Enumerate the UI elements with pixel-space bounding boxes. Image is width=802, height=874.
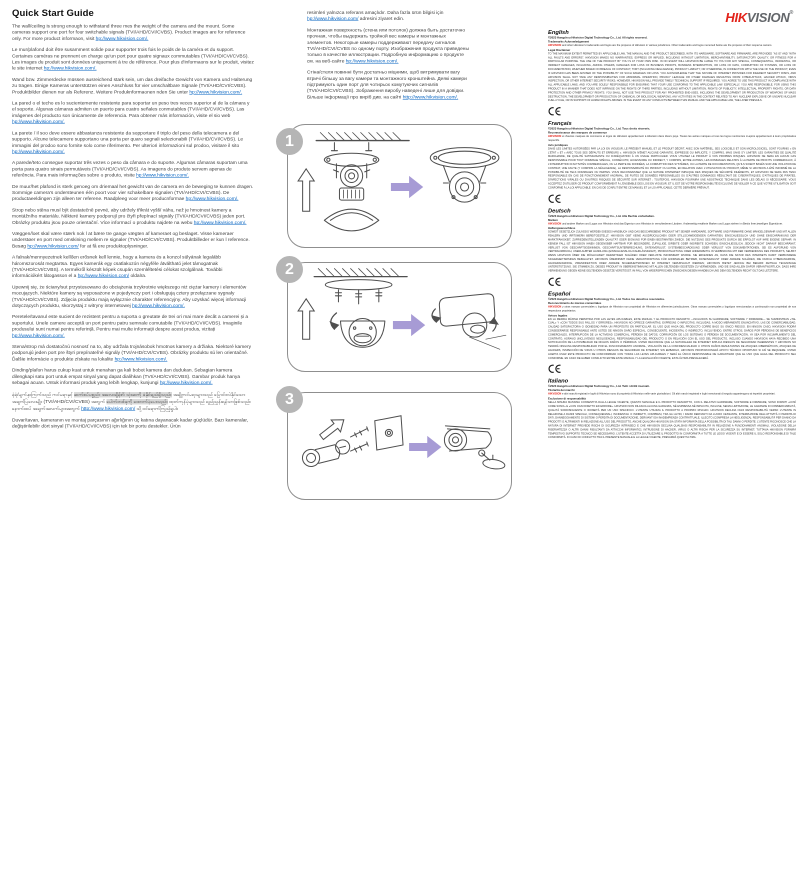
paragraph-text: Монтажная поверхность (стена или потолок) должна быть достаточно прочная, чтобы выдержать тройной вес камеры и монтажных элементов. Некоторые камеры поддерживают передачу сигналов TVI/AHD/CVI/CVBS по одному порту. Изображения продукта приведены только в качестве иллюстрации. Подробную информацию о продукте см. на веб-сайте [307, 27, 469, 64]
trademarks-note: HIKVISION and other Hikvision's trademarks and logos are the properes of Hikvision in various jurisdicons. Other trademarks and logos menoned below are the properes of their respecve owners. [548, 44, 773, 47]
legal-section-italian [548, 378, 796, 440]
legal-section-german [548, 208, 796, 287]
hikvision-link[interactable]: hp://www.hikvision.com/. [189, 89, 243, 95]
paragraph-danish [12, 231, 254, 250]
trademarks-note: HIKVISION e altri marchi registrati e loghi di Hikvision sono di proprietà di Hikvision nelle varie giurisdizioni. Gli altri marchi registrati e loghi menzionati di seguito appartengono ai rispettivi proprietari. [548, 392, 776, 396]
paragraph-indonesian [12, 368, 254, 387]
paragraph-text: Wand bzw. Zimmerdecke müssen ausreichend stark sein, um das dreifache Gewicht von Kamera und Halterung zu tragen. Einige Kameras unterstützen einen Anschluss für vier umschaltbare Signale (TVI/AHD/CVI/CVBS). Produktbilder dienen nur als Referenz. Weitere Produknformaonen nden Sie unter [12, 76, 253, 95]
paragraph-spanish [12, 101, 254, 126]
paragraph-italian [12, 130, 254, 155]
paragraph-portuguese [12, 160, 254, 179]
step-number-badge: 3 [276, 386, 303, 413]
paragraph-ukrainian [307, 70, 471, 101]
hikvision-link[interactable]: hp://www.hikvision.com/. [185, 196, 239, 202]
hikvision-link[interactable]: hp://www.hikvision.com/. [12, 332, 65, 339]
paragraph-romanian [12, 314, 254, 339]
hikvision-link[interactable]: hp://www.hikvision.com/. [159, 380, 213, 386]
registered-trademark-symbol: ® [789, 10, 793, 16]
paragraph-text: Peretele/tavanul este sucient de rezistent pentru a suporta o greutate de trei ori mai mare decât a camerei și a suportului. Unele camere acceptă un port pentru patru semnale comutabile (TVI/AHD/CVI/CVBS). Imaginile produsului sunt numai pentru referință. Pentru mai multe informații despre acest produs, vizitați [12, 314, 249, 333]
paragraph-hungarian [12, 255, 254, 280]
legal-disclaimer-text: SOWEIT GESETZLICH ZULÄSSIG WERDEN DIESES HANDBUCH UND DAS BESCHRIEBENE PRODUKT MIT SEINER HARDWARE, SOFTWARE UND FIRMWARE OHNE MÄNGELGEWÄHR UND MIT ALLEN FEHLERN UND IRRTÜMERN BEREITGESTELLT. HIKVISION GIBT KEINE AUSDRÜCKLICHEN ODER STILLSCHWEIGENDEN GARANTIEN, EINSCHLIESSLICH UND OHNE EINSCHRÄNKUNG DER MARKTFÄHIGKEIT, ZUFRIEDENSTELLENDEN QUALITÄT ODER EIGNUNG FÜR EINEN BESTIMMTEN ZWECK. DIE NUTZUNG DES PRODUKTS DURCH SIE ERFOLGT AUF IHRE EIGENE GEFAHR. IN KEINEM FALL IST HIKVISION IHNEN GEGENÜBER HAFTBAR FÜR BESONDERE, ZUFÄLLIGE, DIREKTE ODER INDIREKTE SCHÄDEN, EINSCHLIESSLICH, JEDOCH NICHT DARAUF BESCHRÄNKT, VERLUST VON GESCHÄFTSGEWINNEN, GESCHÄFTSUNTERBRECHUNG, DATENVERLUST, SYSTEMBESCHÄDIGUNG ODER VERLUST VON DOKUMENTATIONEN, SEI ES AUFGRUND VON VERTRAGSBRUCH, UNERLAUBTER HANDLUNG (EINSCHLIESSLICH FAHRLÄSSIGKEIT), PRODUKTHAFTUNG ODER ANDERWEITIG IN VERBINDUNG MIT DER VERWENDUNG DES PRODUKTS, SELBST WENN HIKVISION ÜBER DIE MÖGLICHKEIT DERARTIGER SCHÄDEN ODER VERLUSTE INFORMIERT WURDE. SIE ERKENNEN AN, DASS DIE NATUR DES INTERNETS DAMIT VERBUNDENE SICHERHEITSRISIKEN BEINHALTET. HIKVISION ÜBERNIMMT KEINE VERANTWORTUNG FÜR ANORMALEN BETRIEB, DATENVERLUST ODER ANDERE SCHÄDEN, DIE DURCH CYBERANGRIFFE, HACKERANGRIFFE, VIRENINFEKTION ODER ANDERE SICHERHEITSRISIKEN IM INTERNET VERURSACHT WERDEN; HIKVISION BIETET JEDOCH BEI BEDARF ZEITNAH TECHNISCHE UNTERSTÜTZUNG. SIE STIMMEN ZU, DIESES PRODUKT IN ÜBEREINSTIMMUNG MIT ALLEN GELTENDEN GESETZEN ZU VERWENDEN, UND SIE SIND ALLEIN DAFÜR VERANTWORTLICH, DASS IHRE VERWENDUNG GEGEN KEINE GELTENDEN GESETZE VERSTÖSST. IM FALL VON WIDERSPRÜCHEN ZWISCHEN DIESEM HANDBUCH UND DEM GELTENDEN RECHT GILT DAS LETZTERE. [548, 230, 796, 273]
paragraph-text: အချို့ကင်မရာများသည် ပြောင်းလဲနိုင်သော အချက်ပြလေးမျိုး (TVI/AHD/CVI/CVBS) အတွက် [12, 391, 246, 405]
paragraph-text: oldalra. [129, 273, 147, 279]
page-title: Quick Start Guide [12, 8, 94, 19]
next-step-arrow-icon [391, 176, 423, 198]
legal-disclaimer-heading: Esclusione di responsabilità [548, 397, 586, 401]
paragraph-english [12, 24, 254, 43]
hikvision-link[interactable]: hp://www.hikvision.com/. [345, 58, 399, 64]
copyright-line: ©2023 Hangzhou Hikvision Digital Technology Co., Ltd. Tous droits réservés. [548, 127, 651, 131]
paragraph-czech [12, 207, 254, 226]
legal-section-french [548, 121, 796, 204]
trademarks-note: HIKVISION y otras marcas comerciales y logotipos de Hikvision son propiedad de Hikvision en diferentes jurisdicciones. Otras marcas comerciales y logotipos mencionados a continuación son propiedad de sus respectivos propietarios. [548, 305, 796, 313]
legal-disclaimer-text: NELLA MISURA MASSIMA CONSENTITA DALLA LEGGE VIGENTE, QUESTO MANUALE E IL PRODOTTO DESCRITTO, CON IL RELATIVO HARDWARE, SOFTWARE E FIRMWARE, SONO FORNITI «COSÌ COME SONO» E «CON OGNI DIFETTO ED ERRORE». HIKVISION NON RILASCIA ALCUNA GARANZIA, NÉ ESPRESSA NÉ IMPLICITA, INCLUSE, SENZA LIMITAZIONE, LE GARANZIE DI COMMERCIABILITÀ, QUALITÀ SODDISFACENTE O IDONEITÀ PER UN USO SPECIFICO. L'UTENTE UTILIZZA IL PRODOTTO A PROPRIO RISCHIO. HIKVISION DECLINA OGNI RESPONSABILITÀ VERSO L'UTENTE IN RELAZIONE A DANNI SPECIALI, CONSEQUENZIALI, INCIDENTALI O INDIRETTI, COMPRESI, TRA GLI ALTRI, I DANNI DERIVANTI DA LUCRO CESSANTE, INTERRUZIONE DELL'ATTIVITÀ O PERDITA DI DATI, DANNEGGIAMENTO DI SISTEMI O PERDITA DI DOCUMENTAZIONE, DERIVANTI DA INADEMPIENZA CONTRATTUALE, ILLECITO (COMPRESA LA NEGLIGENZA), RESPONSABILITÀ PER DANNO DA PRODOTTI O ALTRIMENTI IN RELAZIONE ALL'USO DEL PRODOTTO, ANCHE QUALORA HIKVISION SIA STATA INFORMATA DELLA POSSIBILITÀ DI TALI DANNI O PERDITE. L'UTENTE RICONOSCE CHE LA NATURA DI INTERNET PREVEDE RISCHI DI SICUREZZA INTRINSECI E CHE HIKVISION DECLINA QUALSIASI RESPONSABILITÀ IN RELAZIONE A FUNZIONAMENTI ANOMALI, VIOLAZIONE DELLA RISERVATEZZA O ALTRI DANNI RISULTANTI DA ATTACCHI INFORMATICI, INTRUSIONE DI HACKER, VIRUS O ALTRI RISCHI PER LA SICUREZZA SU INTERNET; TUTTAVIA HIKVISION FORNIRÀ TEMPESTIVO SUPPORTO TECNICO SE NECESSARIO. L'UTENTE ACCETTA DI UTILIZZARE IL PRODOTTO IN CONFORMITÀ A TUTTE LE LEGGI VIGENTI E DI ESSERE IL SOLO RESPONSABILE DI TALE CONFORMITÀ. IN CASO DI CONFLITTO TRA IL PRESENTE MANUALE E LA LEGGE VIGENTE, PREVARRÀ QUEST'ULTIMA. [548, 401, 796, 440]
paragraph-text: A falnak/mennyezetnek kellően erősnek kell lennie, hogy a kamera és a konzol súlyának legalább háromszorosát megtartsa. Egyes kamerák egy csatlakozón négyféle átváltható jelet támogatnak (TVI/AHD/CVI/CVBS). A termékről készült képek csupán szemléltetési célokat szolgálnak. További információkért látogasson el a [12, 254, 223, 279]
paragraph-text: adresini ziyaret edin. [358, 16, 405, 22]
step-number-badge: 2 [276, 256, 303, 283]
paragraph-text: La pared o el techo es lo sucientemente resistente para soportar un peso tres veces superior al de la cámara y el soporte. Algunas cámaras admiten un puerto para cuatro señales conmutables (TVI/AHD/CVI/CVBS). Las imágenes del producto son únicamente de referencia. Para obtener más información, visite el sio web [12, 100, 250, 119]
language-heading: Français [548, 120, 572, 127]
legal-section-spanish [548, 291, 796, 374]
copyright-line: ©2023 Hangzhou Hikvision Digital Technology Co., Ltd. Todos los derechos reservados. [548, 298, 665, 302]
legal-column [548, 6, 796, 874]
language-heading: Italiano [548, 378, 569, 385]
hikvision-link[interactable]: hp://www.hikvision.com/ [77, 273, 130, 279]
paragraph-russian [307, 27, 471, 64]
paragraph-turkish [12, 417, 254, 429]
hikvision-link[interactable]: hp://www.hikvision.com/. [136, 172, 189, 179]
paragraph-text: Le mur/plafond doit être susamment solide pour supporter trois fois le poids de la caméra et du support. Certaines caméras ne prennent en charge qu'un port pour quatre signaux commutables (TVI/AHD/CVI/CVBS). Les images du produit sont données uniquement à tre de référence. Pour plus d'informaons sur le produit, visitez le site Internet [12, 47, 254, 72]
logo-hik-text: HIK [725, 10, 747, 25]
next-step-arrow-icon [409, 436, 441, 458]
paragraph-text: Duvar/tavan, kameranın ve montaj parçasının ağırlığının üç katına dayanacak kadar güçlüdür. Bazı kameralar, değiştirilebilir dört sinyal (TVI/AHD/CVI/CVBS) için tek bir portu destekler. Ürün [12, 417, 249, 430]
brand-name: HIKVISION [548, 222, 562, 226]
trademarks-heading: Trademarks Acknowledgement [548, 40, 590, 44]
paragraph-text: The wall/ceiling is strong enough to withstand three mes the weight of the camera and the mount. Some cameras support one port for four switchable signals (TVI/AHD/CVI/CVBS). Product images are for reference only. For more product informaon, visit [12, 23, 246, 42]
paragraph-text: Стіна/стеля повинні бути достатньо міцними, щоб витримувати вагу втричі більшу за вагу камери та монтажного кронштейна. Деякі камери підтримують один порт для чотирьох комутуючих сигналів (TVI/AHD/CVI/CVBS). Зображення виробу наведені лише для довідки. Більше інформації про виріб див. на сайті [307, 69, 467, 100]
brand-name: HIKVISION [548, 44, 562, 47]
bullet-camera-install-illustration [288, 393, 511, 499]
hikvision-link[interactable]: hp://www.hikvision.com/. [12, 148, 65, 155]
paragraph-text: A parede/teto consegue suportar três vezes o peso da câmara e do suporte. Algumas câmaras suportam uma porta para quatro sinais permutáveis (TVI/AHD/CVI/CVBS). As imagens do produto servem apenas de referência. Para mais informações sobre o produto, visite [12, 160, 248, 179]
hikvision-logo [548, 10, 793, 26]
step-number-badge: 1 [276, 128, 303, 155]
installation-diagrams [276, 122, 524, 562]
copyright-line: ©2023 Hangzhou Hikvision Digital Technology Co., Ltd. All rights reserved. [548, 36, 648, 40]
hikvision-link[interactable]: hp://www.hikvision.com/. [12, 119, 65, 125]
paragraph-text: ထုတ်ကုန်ပုံများသည် ရည်ညွှန်းရန်သာဖြစ်သည်။ နောက်ထပ် အချက်အလက်များအတွက် [12, 398, 252, 412]
paragraph-text: Væggen/loet skal være stærk nok l at bære tre gange vægten af kameraet og beslaget. Visse kameraer understøer en port med omskining mellem re signaler (TVI/AHD/CVI/CVBS). Produktbilleder er kun l reference. Besøg [12, 230, 250, 249]
paragraph-text: De muur/het plafond is sterk genoeg om driemaal het gewicht van de camera en de beweging te kunnen dragen. Sommige camera's ondersteunen één poort voor vier schakelbare signalen (TVI/AHD/CVI/CVBS). De productaeeldingen zijn alleen ter referene. Raadpleeg voor meer producnformae [12, 183, 254, 202]
paragraph-slovak [12, 344, 254, 363]
brand-name: HIKVISION [548, 135, 562, 139]
paragraph-text: Upewnij się, że ściany/sut przystosowano do obciążenia trzykrotnie większego niż ciężar kamery i elementów mocujących. Niektóre kamery są wyposażone w pojedynczy port i obsługują cztery przełączane sygnały (TVI/AHD/CVI/CVBS). Zdjęcia produktu mają wyłącznie charakter referencyjny. Aby uzyskać więcej informacji dotyczących produktu, skorzystaj z witryny internetowej [12, 284, 247, 309]
legal-disclaimer-heading: Legal Disclaimer [548, 48, 571, 52]
paragraph-french [12, 47, 254, 72]
hikvision-link[interactable]: hp://www.hikvision.com/ [27, 243, 79, 249]
hikvision-link[interactable]: hp://www.hikvision.com/. [95, 35, 149, 42]
next-step-arrow-icon [393, 314, 425, 336]
copyright-line: ©2023 Hangzhou Hikvision Digital Technology Co., Ltd. Tutti i diritti riservati. [548, 385, 650, 389]
hikvision-link[interactable]: hp://www.hikvision.com/. [43, 65, 97, 72]
highlighted-text: ဆက်စပ်ပစ္စည်း အလေးချိန်၏ သုံးဆကို ခံနိုင်ရည်ရှိသည်။ [73, 391, 172, 398]
paragraph-text: La parete / il soo deve essere abbastanza resistente da sopportare il triplo del peso della telecamera e del supporto. Alcune telecamere supportano una porta per quaro segnali selezionabili (TVI/AHD/CVI/CVBS). Le immagini del prodoo sono fornite solo come riferimento. Per ulteriori informazioni sul prodoo, visitare il sito [12, 130, 244, 149]
paragraph-text: နံရံ/မျက်နှာကြက်သည် ကင်မရာနှင့် [12, 391, 74, 398]
ce-mark-icon [549, 277, 562, 287]
trademarks-note: HIKVISION et d'autres marques de commerce et logos de Hikvision appartiennent à Hikvision dans divers pays. Toutes les autres marques et tous les logos mentionnés ci-après appartiennent à leurs propriétaires respectifs. [548, 135, 796, 142]
language-heading: English [548, 29, 569, 36]
paragraph-text: Strop nebo stěna musí být dostatečně pevné, aby udržely třikrát vyšší váhu, než je hmotnost kamery a montážního materiálu. Některé kamery podporují pro čtyři přepínací signály (TVI/AHD/CVI/CVBS) jeden port. Obrázky produktu jsou pouze orientační. Více informací o produktu najdete na webu [12, 207, 246, 226]
trademarks-heading: Reconocimiento de marcas comerciales [548, 302, 602, 306]
trademarks-note: HIKVISION und andere Marken und Logos von Hikvision sind das Eigentum von Hikvision in verschiedenen Ländern. Anderweitig erwähnte Marken und Logos stehen im Besitz ihrer jeweiligen Eigentümer. [548, 222, 783, 226]
legal-section-english [548, 30, 796, 117]
legal-disclaimer-heading: Avisos legales [548, 314, 568, 318]
paragraph-dutch [12, 184, 254, 203]
step3-bullet-camera-diagram [287, 392, 512, 500]
legal-disclaimer-text: DANS LES LIMITES AUTORISÉES PAR LA LOI EN VIGUEUR, LE PRÉSENT MANUEL ET LE PRODUIT DÉCRIT, AVEC SON MATÉRIEL, SES LOGICIELS ET SON MICROLOGICIEL, SONT FOURNIS « EN L'ÉTAT » ET « AVEC TOUS SES DÉFAUTS ET ERREURS ». HIKVISION N'ÉMET AUCUNE GARANTIE, EXPRESSE OU IMPLICITE, Y COMPRIS, MAIS SANS S'Y LIMITER, LES GARANTIES DE QUALITÉ MARCHANDE, DE QUALITÉ SATISFAISANTE OU D'ADÉQUATION À UN USAGE PARTICULIER. VOUS UTILISEZ LE PRODUIT À VOS PROPRES RISQUES. HIKVISION NE SERA EN AUCUN CAS RESPONSABLE POUR TOUT DOMMAGE SPÉCIAL, CONSÉCUTIF, ACCESSOIRE OU INDIRECT, Y COMPRIS, ENTRE AUTRES, LES DOMMAGES RELATIFS À LA PERTE DE PROFITS COMMERCIAUX, À L'INTERRUPTION D'ACTIVITÉS COMMERCIALES, OU LA PERTE DE DONNÉES, LA CORRUPTION DES SYSTÈMES, OU LA PERTE DE DOCUMENTATION, QU'ILS SOIENT BASÉS SUR UNE VIOLATION DE CONTRAT, UNE FAUTE (Y COMPRIS LA NÉGLIGENCE), LA RESPONSABILITÉ DU PRODUIT OU AUTRE, EN RELATION AVEC L'UTILISATION DU PRODUIT, MÊME SI HIKVISION A ÉTÉ INFORMÉ DE LA POSSIBILITÉ DE TELS DOMMAGES OU PERTES. VOUS RECONNAISSEZ QUE LA NATURE D'INTERNET IMPLIQUE DES RISQUES DE SÉCURITÉ INHÉRENTS, ET HIKVISION NE SERA PAS TENU RESPONSABLE EN CAS DE FONCTIONNEMENT ANORMAL, DE FUITES DE DONNÉES PERSONNELLES OU D'AUTRES DOMMAGES RÉSULTANT DE CYBERATTAQUES, D'ATTAQUES DE PIRATES, D'INFECTIONS VIRALES OU D'AUTRES RISQUES DE SÉCURITÉ SUR INTERNET ; TOUTEFOIS, HIKVISION FOURNIRA UNE ASSISTANCE TECHNIQUE DANS LES DÉLAIS SI NÉCESSAIRE. VOUS ACCEPTEZ D'UTILISER CE PRODUIT CONFORMÉMENT À L'ENSEMBLE DES LOIS EN VIGUEUR, ET IL EST DE VOTRE RESPONSABILITÉ EXCLUSIVE DE VEILLER À CE QUE VOTRE UTILISATION SOIT CONFORME À LA LOI APPLICABLE. EN CAS DE CONFLIT ENTRE CE MANUEL ET LA LOI APPLICABLE, CETTE DERNIÈRE PRÉVAUT. [548, 147, 796, 190]
hikvision-link[interactable]: http://www.hikvision.com/. [402, 94, 459, 100]
brand-name: HIKVISION [548, 305, 562, 309]
dome-camera-install-illustration [288, 125, 511, 247]
logo-vision-text: VISION [746, 10, 790, 25]
legal-disclaimer-heading: Haftungsausschluss [548, 227, 576, 231]
step1-dome-camera-diagram [287, 124, 512, 248]
step2-turret-camera-diagram [287, 262, 512, 372]
paragraph-text: resimleri yalnızca referans amaçlıdır. Daha fazla ürün bilgisi için [307, 10, 444, 16]
brand-name: HIKVISION [548, 392, 562, 396]
hikvision-link[interactable]: http://www.hikvision.com/ [81, 405, 136, 412]
paragraph-turkish-continued [307, 10, 471, 22]
paragraph-polish [12, 284, 254, 309]
paragraph-text: Stena/strop má dostatočnú nosnosť na to, aby udržala trojnásobok hmotnos kamery a držiaka. Niektoré kamery podporujú jeden port pre štyri prepínateľné signály (TVI/AHD/CVI/CVBS). Obrázky produktu sú len orientačné. Ďalšie informácie o produkte získate na lokalite [12, 344, 252, 362]
trademarks-heading: Reconnaissance des marques de commerce [548, 131, 607, 135]
language-heading: Deutsch [548, 207, 571, 214]
paragraph-text: သို့ ဝင်ရောက်ကြည့်ရှုပါ။ [135, 405, 179, 412]
highlighted-text: ပေါက်တစ်ခုကို ထောက်ပံ့ပေးသည်။ [106, 398, 168, 405]
turret-camera-install-illustration [288, 263, 511, 371]
legal-disclaimer-text: TO THE MAXIMUM EXTENT PERMITTED BY APPLICABLE LAW, THE MANUAL AND THE PRODUCT DESCRIBED, WITH ITS HARDWARE, SOFTWARE AND FIRMWARE, ARE PROVIDED “AS IS” AND “WITH ALL FAULTS AND ERRORS”. HIKVISION MAKES NO WARRANTIES, EXPRESS OR IMPLIED, INCLUDING WITHOUT LIMITATION, MERCHANTABILITY, SATISFACTORY QUALITY, OR FITNESS FOR A PARTICULAR PURPOSE. THE USE OF THE PRODUCT BY YOU IS AT YOUR OWN RISK. IN NO EVENT WILL HIKVISION BE LIABLE TO YOU FOR ANY SPECIAL, CONSEQUENTIAL, INCIDENTAL, OR INDIRECT DAMAGES, INCLUDING, AMONG OTHERS, DAMAGES FOR LOSS OF BUSINESS PROFITS, BUSINESS INTERRUPTION, OR LOSS OF DATA, CORRUPTION OF SYSTEMS, OR LOSS OF DOCUMENTATION, WHETHER BASED ON BREACH OF CONTRACT, TORT (INCLUDING NEGLIGENCE), PRODUCT LIABILITY, OR OTHERWISE, IN CONNECTION WITH THE USE OF THE PRODUCT, EVEN IF HIKVISION HAS BEEN ADVISED OF THE POSSIBILITY OF SUCH DAMAGES OR LOSS. YOU ACKNOWLEDGE THAT THE NATURE OF INTERNET PROVIDES FOR INHERENT SECURITY RISKS, AND HIKVISION SHALL NOT TAKE ANY RESPONSIBILITIES FOR ABNORMAL OPERATION, PRIVACY LEAKAGE OR OTHER DAMAGES RESULTING FROM CYBER-ATTACK, HACKER ATTACK, VIRUS INSPECTION, OR OTHER INTERNET SECURITY RISKS; HOWEVER, HIKVISION WILL PROVIDE TIMELY TECHNICAL SUPPORT IF REQUIRED. YOU AGREE TO USE THIS PRODUCT IN COMPLIANCE WITH ALL APPLICABLE LAWS, AND YOU ARE SOLELY RESPONSIBLE FOR ENSURING THAT YOUR USE CONFORMS TO THE APPLICABLE LAW. ESPECIALLY, YOU ARE RESPONSIBLE, FOR USING THIS PRODUCT IN A MANNER THAT DOES NOT INFRINGE ON THE RIGHTS OF THIRD PARTIES, INCLUDING WITHOUT LIMITATION, RIGHTS OF PUBLICITY, INTELLECTUAL PROPERTY RIGHTS, OR DATA PROTECTION AND OTHER PRIVACY RIGHTS. YOU SHALL NOT USE THIS PRODUCT FOR ANY PROHIBITED END-USES, INCLUDING THE DEVELOPMENT OR PRODUCTION OF WEAPONS OF MASS DESTRUCTION, THE DEVELOPMENT OR PRODUCTION OF CHEMICAL OR BIOLOGICAL WEAPONS, ANY ACTIVITIES IN THE CONTEXT RELATED TO ANY NUCLEAR EXPLOSIVE OR UNSAFE NUCLEAR FUEL-CYCLE, OR IN SUPPORT OF HUMAN RIGHTS ABUSES. IN THE EVENT OF ANY CONFLICTS BETWEEN THIS MANUAL AND THE APPLICABLE LAW, THE LATER PREVAILS. [548, 52, 796, 103]
language-heading: Español [548, 291, 571, 298]
copyright-line: ©2023 Hangzhou Hikvision Digital Technology Co., Ltd. Alle Rechte vorbehalten. [548, 214, 655, 218]
left-column [12, 8, 254, 862]
paragraph-text: for at få ere produktoplysninger. [78, 243, 149, 249]
ce-mark-icon [549, 107, 562, 117]
trademarks-heading: Marken [548, 218, 558, 222]
hikvision-link[interactable]: hp://www.hikvision.com/. [193, 219, 247, 226]
ce-mark-icon [549, 194, 562, 204]
paragraph-text: Dinding/plafon harus cukup kuat untuk menahan ga kali bobot kamera dan dudukan. Sebagian kamera dilengkapi satu port untuk empat sinyal yang dapat dialihkan (TVI/AHD/CVI/CVBS). Gambar produk hanya sebagai acuan. Untuk informasi produk yang lebih lengkap, kunjungi [12, 367, 241, 386]
ce-mark-icon [549, 364, 562, 374]
hikvision-link[interactable]: hp://www.hikvision.com/ [307, 16, 359, 22]
hikvision-link[interactable]: hp://www.hikvision.com/. [132, 303, 185, 309]
paragraph-burmese [12, 391, 254, 412]
hikvision-link[interactable]: hp://www.hikvision.com/. [114, 356, 168, 362]
legal-disclaimer-text: EN LA MEDIDA MÁXIMA PERMITIDA POR LAS LEYES APLICABLES, ESTE MANUAL Y EL PRODUCTO DESCRITO —INCLUIDOS SU HARDWARE, SOFTWARE Y FIRMWARE— SE SUMINISTRAN «TAL CUAL» Y «CON TODOS SUS FALLOS Y ERRORES». HIKVISION NO OFRECE GARANTÍAS, EXPRESAS O IMPLÍCITAS, INCLUIDAS, A MODO MERAMENTE ENUNCIATIVO, LAS DE COMERCIABILIDAD, CALIDAD SATISFACTORIA O IDONEIDAD PARA UN PROPÓSITO EN PARTICULAR. EL USO QUE HAGA DEL PRODUCTO CORRE BAJO SU ÚNICO RIESGO. EN NINGÚN CASO, HIKVISION PODRÁ CONSIDERARSE RESPONSABLE ANTE USTED DE NINGÚN DAÑO ESPECIAL, CONSECUENTE, INCIDENTAL O INDIRECTO, INCLUYENDO, ENTRE OTROS, DAÑOS POR PÉRDIDAS DE BENEFICIOS COMERCIALES, INTERRUPCIÓN DE LA ACTIVIDAD COMERCIAL, PÉRDIDA DE DATOS, CORRUPCIÓN DE LOS SISTEMAS O PÉRDIDA DE DOCUMENTACIÓN, YA SEA POR INCUMPLIMIENTO DEL CONTRATO, AGRAVIO (INCLUYENDO NEGLIGENCIA), RESPONSABILIDAD DEL PRODUCTO O EN RELACIÓN CON EL USO DEL PRODUCTO, INCLUSO CUANDO HIKVISION HAYA RECIBIDO UNA NOTIFICACIÓN DE LA POSIBILIDAD DE DICHOS DAÑOS O PÉRDIDAS. USTED RECONOCE QUE LA NATURALEZA DE INTERNET IMPLICA RIESGOS DE SEGURIDAD INHERENTES Y HIKVISION NO TENDRÁ NINGUNA RESPONSABILIDAD POR EL FUNCIONAMIENTO ANORMAL, VIOLACIÓN DE LA CONFIDENCIALIDAD U OTROS DAÑOS RESULTANTES DE ATAQUES CIBERNÉTICOS, ATAQUES DE HACKERS, INSPECCIÓN DE VIRUS U OTROS RIESGOS DE SEGURIDAD DE INTERNET; SIN EMBARGO, HIKVISION PROPORCIONARÁ APOYO TÉCNICO OPORTUNO SI ASÍ SE REQUIERE. USTED ACEPTA USAR ESTE PRODUCTO DE CONFORMIDAD CON TODAS LAS LEYES APLICABLES Y SERÁ EL ÚNICO RESPONSABLE DE GARANTIZAR QUE EL USO QUE HAGA DEL PRODUCTO SEA CONFORME. EN CASO DE HABER CONFLICTO ENTRE ESTE MANUAL Y LA LEGISLACIÓN VIGENTE, ESTA ÚLTIMA PREVALECERÁ. [548, 317, 796, 360]
trademarks-heading: Titolarità dei marchi [548, 389, 575, 393]
legal-disclaimer-heading: Avis juridiques [548, 143, 568, 147]
paragraph-german [12, 77, 254, 96]
